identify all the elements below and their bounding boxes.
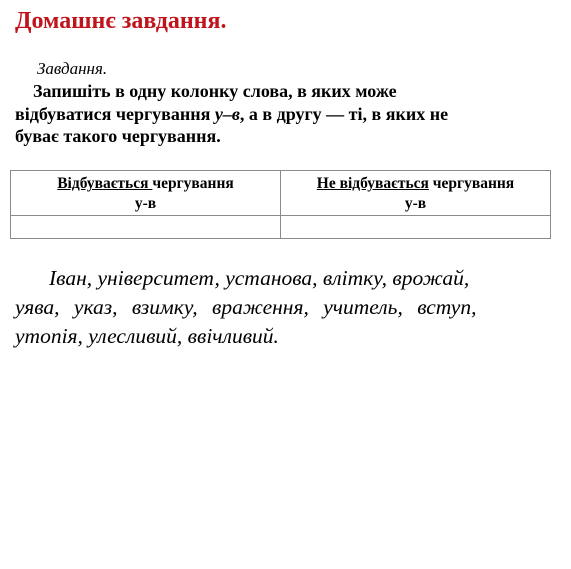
task-label: Завдання. bbox=[37, 59, 108, 78]
header-1-rest: чергування bbox=[152, 175, 234, 192]
word-list-line-1: Іван, університет, установа, влітку, врожай, bbox=[49, 266, 470, 290]
answer-cell-alternation[interactable] bbox=[11, 216, 281, 239]
header-1-pair: у-в bbox=[134, 195, 157, 212]
header-cell-alternation bbox=[11, 171, 281, 216]
instruction-line-2 bbox=[15, 103, 555, 126]
header-cell-no-alternation bbox=[281, 171, 551, 216]
task-instruction bbox=[15, 80, 555, 148]
instruction-alternation: у–в bbox=[214, 103, 240, 124]
instruction-line-3: буває такого чергування. bbox=[15, 126, 221, 146]
table-row bbox=[11, 216, 551, 239]
instruction-line-1: Запишіть в одну колонку слова, в яких може bbox=[33, 81, 397, 101]
answer-table bbox=[10, 170, 551, 239]
header-1-underlined: Відбувається bbox=[57, 175, 153, 192]
page-title: Домашнє завдання. bbox=[15, 8, 227, 34]
header-2-underlined: Не відбувається bbox=[316, 175, 429, 192]
word-list-line-2: уява, указ, взимку, враження, учитель, вступ, bbox=[15, 295, 477, 319]
instruction-line-2-end: , а в другу — ті, в яких не bbox=[239, 103, 449, 124]
word-list bbox=[15, 264, 545, 351]
answer-cell-no-alternation[interactable] bbox=[281, 216, 551, 239]
word-list-line-3: утопія, улесливий, ввічливий. bbox=[15, 324, 279, 348]
header-2-pair: у-в bbox=[404, 195, 427, 212]
header-2-rest: чергування bbox=[428, 175, 515, 192]
table-header-row bbox=[11, 171, 551, 216]
instruction-line-2-start: відбуватися чергування bbox=[15, 103, 215, 124]
